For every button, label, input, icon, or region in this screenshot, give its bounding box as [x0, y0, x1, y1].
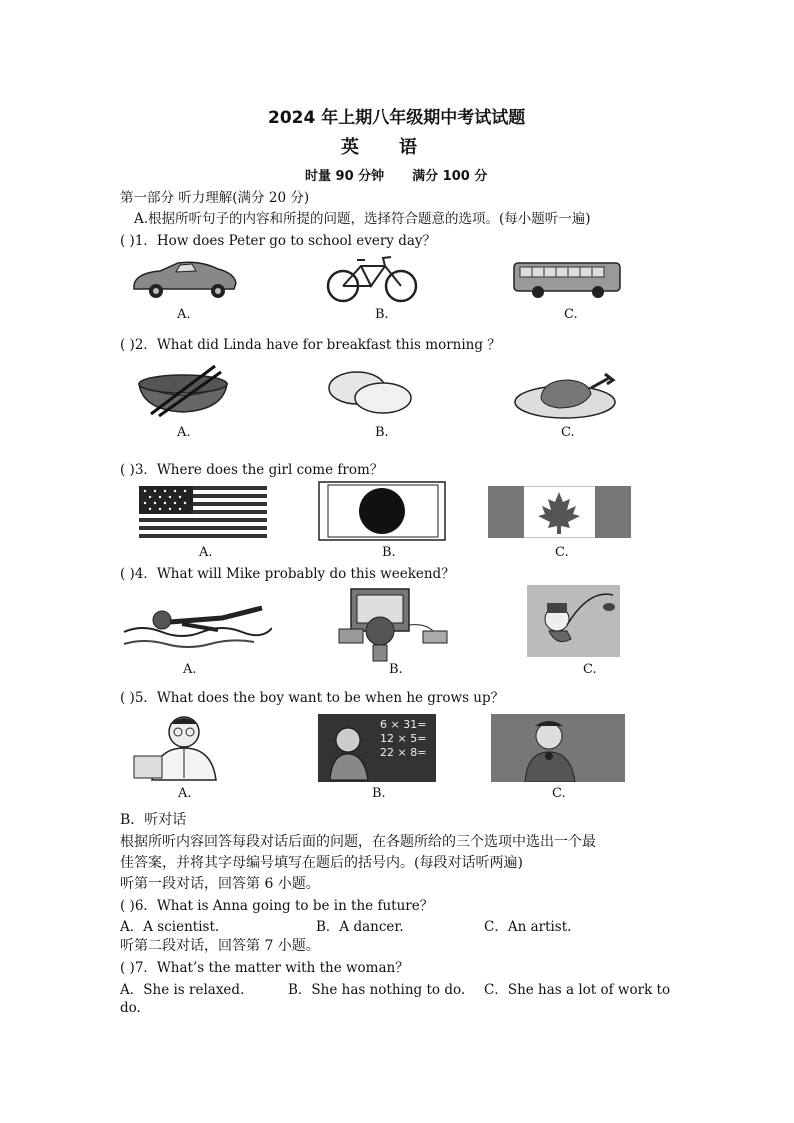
svg-text:22 × 8=: 22 × 8= — [380, 746, 427, 759]
svg-text:12 × 5=: 12 × 5= — [380, 732, 427, 745]
question-5: ( )5．What does the boy want to be when he grows up？ — [120, 690, 505, 706]
q7-option-b: B．She has nothing to do. — [288, 982, 466, 998]
svg-text:6 × 31=: 6 × 31= — [380, 718, 427, 731]
q1-option-b: B. — [375, 307, 389, 322]
q2-option-b: B. — [375, 425, 389, 440]
swimming-icon — [122, 598, 272, 658]
q2-option-c: C. — [561, 425, 575, 440]
exam-title: 2024 年上期八年级期中考试试题 — [268, 108, 526, 128]
q1-option-a: A. — [177, 307, 191, 322]
q7-option-c-continued: do. — [120, 1000, 141, 1016]
q4-option-b: B. — [389, 662, 403, 677]
q7-option-a: A．She is relaxed. — [120, 982, 245, 998]
q5-option-c: C. — [552, 786, 566, 801]
q4-option-c: C. — [583, 662, 597, 677]
car-icon — [130, 255, 240, 300]
question-2: ( )2．What did Linda have for breakfast this morning ？ — [120, 337, 501, 353]
question-7: ( )7．What’s the matter with the woman？ — [120, 960, 409, 976]
q7-option-c: C．She has a lot of work to — [484, 982, 671, 998]
subject-char-1: 英 — [341, 137, 361, 158]
q5-option-b: B. — [372, 786, 386, 801]
singer-icon — [491, 714, 625, 782]
doctor-icon — [130, 712, 238, 782]
subject-char-2: 语 — [399, 137, 419, 158]
part-b-heading: B．听对话 — [120, 812, 187, 828]
q3-option-b: B. — [382, 545, 396, 560]
fishing-icon — [527, 585, 620, 657]
subject-title — [341, 133, 419, 159]
q2-option-a: A. — [177, 425, 191, 440]
computer-icon — [333, 585, 463, 663]
q3-option-c: C. — [555, 545, 569, 560]
bicycle-icon — [323, 252, 421, 304]
part-b-instructions-line1: 根据所听内容回答每段对话后面的问题，在各题所给的三个选项中选出一个最 — [120, 834, 596, 850]
q1-option-c: C. — [564, 307, 578, 322]
question-1: ( )1．How does Peter go to school every day？ — [120, 233, 437, 249]
question-3: ( )3．Where does the girl come from？ — [120, 462, 384, 478]
section-a-instructions: A.根据所听句子的内容和所提的问题，选择符合题意的选项。(每小题听一遍) — [134, 211, 591, 227]
q6-option-b: B．A dancer. — [316, 919, 404, 935]
exam-time: 时量 90 分钟 — [305, 169, 385, 184]
noodles-icon — [133, 362, 233, 418]
q6-option-c: C．An artist. — [484, 919, 572, 935]
question-4: ( )4．What will Mike probably do this weekend？ — [120, 566, 455, 582]
exam-score: 满分 100 分 — [412, 169, 488, 184]
teacher-icon — [318, 714, 436, 782]
canada-flag-icon — [488, 486, 631, 538]
q5-option-a: A. — [178, 786, 192, 801]
dialogue-2-note: 听第二段对话，回答第 7 小题。 — [120, 938, 320, 954]
part1-heading: 第一部分 听力理解(满分 20 分) — [120, 190, 310, 206]
exam-meta — [305, 165, 487, 184]
part-b-instructions-line2: 佳答案，并将其字母编号填写在题后的括号内。(每段对话听两遍) — [120, 855, 523, 871]
q3-option-a: A. — [199, 545, 213, 560]
japan-flag-icon — [318, 481, 446, 541]
bus-icon — [512, 260, 624, 300]
question-6: ( )6．What is Anna going to be in the future？ — [120, 898, 434, 914]
q4-option-a: A. — [183, 662, 197, 677]
eggs-icon — [323, 368, 418, 416]
dialogue-1-note: 听第一段对话，回答第 6 小题。 — [120, 876, 320, 892]
chicken-icon — [513, 368, 621, 420]
q6-option-a: A．A scientist. — [120, 919, 220, 935]
usa-flag-icon — [139, 486, 267, 538]
